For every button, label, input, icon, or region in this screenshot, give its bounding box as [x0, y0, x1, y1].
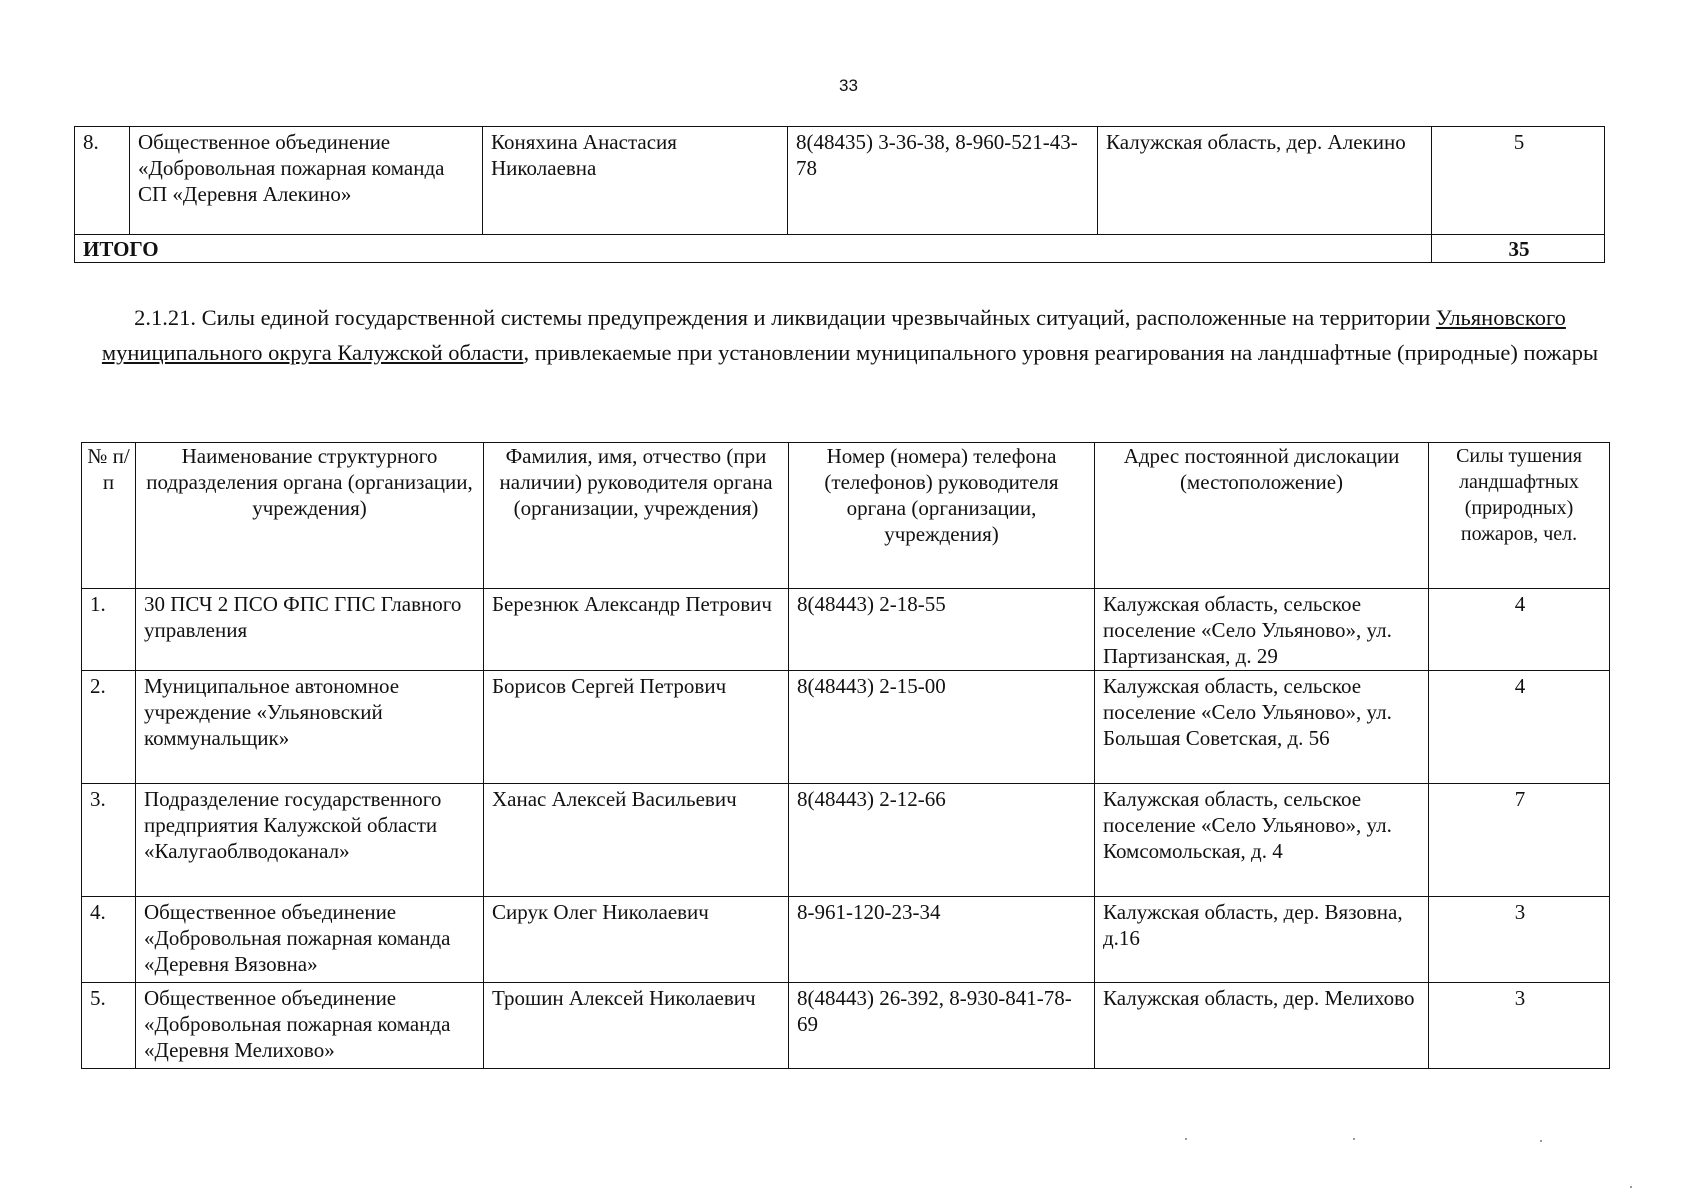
table-row	[82, 589, 1610, 671]
header-unit: Наименование структурного подразделения органа (организации, учреждения)	[136, 443, 484, 589]
forces-count: 4	[1429, 589, 1610, 671]
phone: 8-961-120-23-34	[789, 897, 1095, 983]
scan-speck	[1540, 1140, 1542, 1142]
address: Калужская область, дер. Алекино	[1098, 127, 1432, 235]
forces-count: 5	[1432, 127, 1605, 235]
address: Калужская область, сельское поселение «Село Ульяново», ул. Большая Советская, д. 56	[1095, 671, 1429, 784]
unit-name: Общественное объединение «Добровольная пожарная команда «Деревня Вязовна»	[136, 897, 484, 983]
heading-text-1: 2.1.21. Силы единой государственной системы предупреждения и ликвидации чрезвычайных ситуаций, расположенные на территории	[134, 305, 1436, 330]
head-name: Борисов Сергей Петрович	[484, 671, 789, 784]
section-heading	[100, 300, 1600, 370]
header-phone: Номер (номера) телефона (телефонов) руководителя органа (организации, учреждения)	[789, 443, 1095, 589]
header-address: Адрес постоянной дислокации (местоположение)	[1095, 443, 1429, 589]
continuation-table	[74, 126, 1605, 263]
forces-count: 7	[1429, 784, 1610, 897]
scan-speck	[1630, 1186, 1632, 1188]
address: Калужская область, сельское поселение «Село Ульяново», ул. Партизанская, д. 29	[1095, 589, 1429, 671]
scan-speck	[1185, 1138, 1187, 1140]
table-row	[82, 671, 1610, 784]
forces-count: 3	[1429, 983, 1610, 1069]
row-number: 5.	[82, 983, 136, 1069]
scan-speck	[1353, 1138, 1355, 1140]
unit-name: 30 ПСЧ 2 ПСО ФПС ГПС Главного управления	[136, 589, 484, 671]
row-number: 8.	[75, 127, 130, 235]
table-header	[82, 443, 1610, 589]
row-number: 4.	[82, 897, 136, 983]
total-label: ИТОГО	[75, 235, 1432, 263]
forces-count: 4	[1429, 671, 1610, 784]
phone: 8(48443) 26-392, 8-930-841-78-69	[789, 983, 1095, 1069]
table-row	[82, 983, 1610, 1069]
forces-count: 3	[1429, 897, 1610, 983]
heading-underlined: Ульяновского муниципального округа Калужской области	[101, 305, 1566, 365]
row-number: 1.	[82, 589, 136, 671]
page-number: 33	[839, 76, 858, 95]
head-name: Березнюк Александр Петрович	[484, 589, 789, 671]
phone: 8(48443) 2-12-66	[789, 784, 1095, 897]
head-name: Сирук Олег Николаевич	[484, 897, 789, 983]
unit-name: Подразделение государственного предприятия Калужской области «Калугаоблводоканал»	[136, 784, 484, 897]
header-forces: Силы тушения ландшафтных (природных) пожаров, чел.	[1429, 443, 1610, 589]
table-row	[82, 897, 1610, 983]
forces-table	[81, 442, 1610, 1069]
heading-text-2: , привлекаемые при установлении муниципального уровня реагирования на ландшафтные (природные) пожары	[523, 340, 1599, 365]
total-value: 35	[1432, 235, 1605, 263]
unit-name: Муниципальное автономное учреждение «Ульяновский коммунальщик»	[136, 671, 484, 784]
head-name: Трошин Алексей Николаевич	[484, 983, 789, 1069]
unit-name: Общественное объединение «Добровольная пожарная команда СП «Деревня Алекино»	[130, 127, 483, 235]
head-name: Коняхина Анастасия Николаевна	[483, 127, 788, 235]
phone: 8(48443) 2-15-00	[789, 671, 1095, 784]
phone: 8(48435) 3-36-38, 8-960-521-43-78	[788, 127, 1098, 235]
unit-name: Общественное объединение «Добровольная пожарная команда «Деревня Мелихово»	[136, 983, 484, 1069]
header-head: Фамилия, имя, отчество (при наличии) руководителя органа (организации, учреждения)	[484, 443, 789, 589]
table-row	[75, 127, 1605, 235]
address: Калужская область, дер. Мелихово	[1095, 983, 1429, 1069]
phone: 8(48443) 2-18-55	[789, 589, 1095, 671]
row-number: 3.	[82, 784, 136, 897]
total-row	[75, 235, 1605, 263]
header-number: № п/п	[82, 443, 136, 589]
row-number: 2.	[82, 671, 136, 784]
table-row	[82, 784, 1610, 897]
address: Калужская область, сельское поселение «Село Ульяново», ул. Комсомольская, д. 4	[1095, 784, 1429, 897]
head-name: Ханас Алексей Васильевич	[484, 784, 789, 897]
address: Калужская область, дер. Вязовна, д.16	[1095, 897, 1429, 983]
